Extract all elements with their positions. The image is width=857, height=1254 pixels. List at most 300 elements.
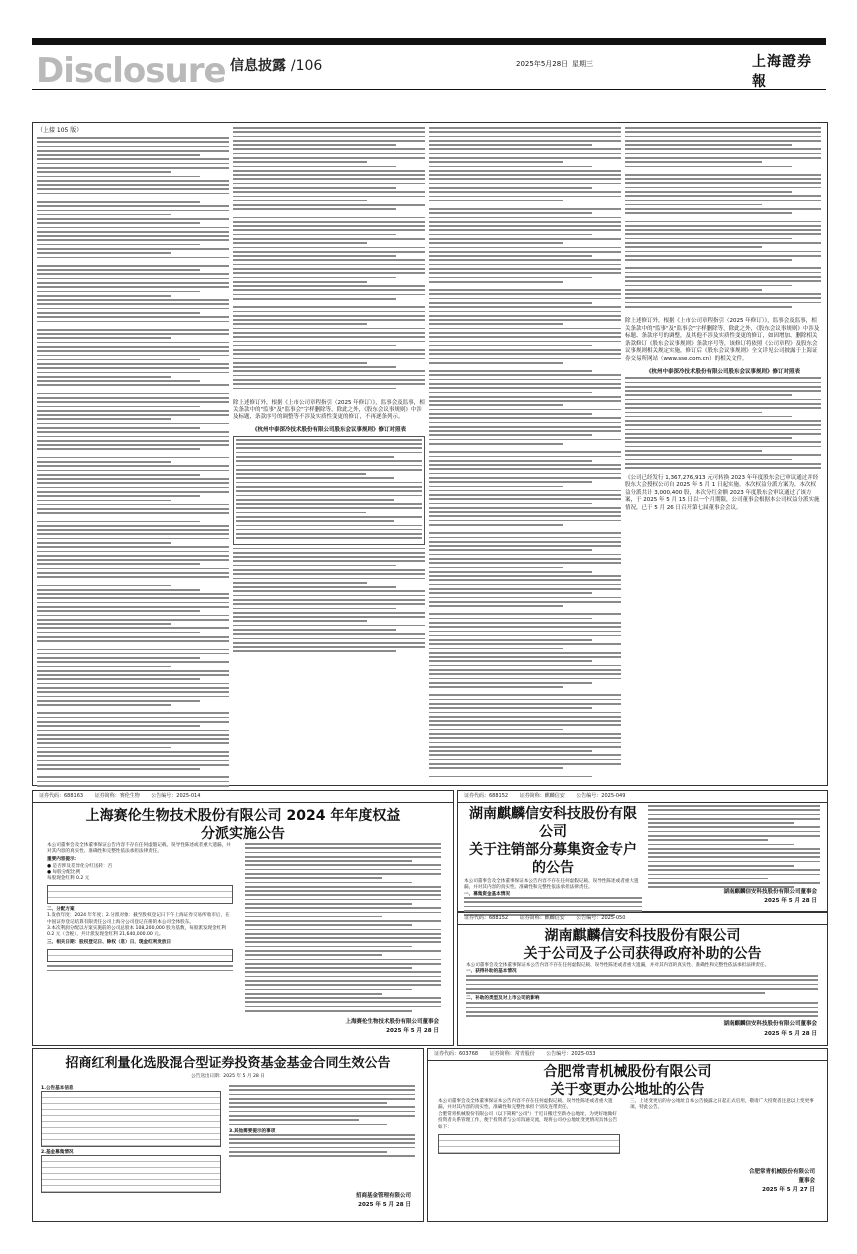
fine-print-line bbox=[429, 554, 621, 556]
fine-print-line bbox=[648, 805, 820, 807]
fine-print-line bbox=[245, 860, 412, 862]
fine-print-line bbox=[37, 265, 229, 267]
fine-print-line bbox=[233, 174, 425, 176]
fine-print-line bbox=[625, 437, 792, 439]
fine-print-line bbox=[429, 511, 621, 513]
fine-print-line bbox=[37, 602, 229, 604]
fine-print-line bbox=[245, 873, 441, 875]
fine-print-line bbox=[625, 441, 821, 443]
fine-print-line bbox=[233, 217, 425, 219]
fine-print-line bbox=[429, 413, 592, 415]
fine-print-line bbox=[233, 200, 367, 202]
fine-print-line bbox=[37, 286, 229, 288]
text-column-2 bbox=[233, 127, 425, 779]
fine-print-line bbox=[233, 294, 425, 296]
fine-print-line bbox=[37, 273, 229, 275]
fine-print-line bbox=[429, 673, 621, 675]
fine-print-line bbox=[236, 477, 394, 479]
fine-print-line bbox=[37, 440, 229, 442]
fine-print-line bbox=[37, 359, 200, 361]
stock-code: 证券代码：688163 bbox=[39, 793, 84, 799]
fine-print-line bbox=[245, 1001, 441, 1003]
table-row bbox=[439, 1147, 619, 1153]
fine-print-line bbox=[625, 267, 821, 269]
fine-print-line bbox=[648, 835, 820, 837]
fine-print-line bbox=[37, 308, 229, 310]
section-heading-1: 一、获得补助的基本情况 bbox=[466, 969, 517, 974]
fine-print-line bbox=[625, 377, 821, 379]
fine-print-line bbox=[37, 615, 229, 617]
fundraising-table bbox=[41, 1155, 221, 1193]
fine-print-line bbox=[37, 764, 229, 766]
fine-print-line bbox=[233, 255, 396, 257]
fine-print-line bbox=[245, 920, 441, 922]
fine-print-line bbox=[229, 1106, 415, 1108]
stock-code: 证券代码：688152 bbox=[464, 915, 509, 921]
fine-print-line bbox=[648, 865, 794, 867]
fine-print-line bbox=[37, 406, 200, 408]
fine-print-line bbox=[37, 521, 200, 523]
fine-print-line bbox=[236, 525, 422, 527]
fine-print-line bbox=[429, 678, 621, 680]
fine-print-line bbox=[37, 227, 229, 229]
fine-print-line bbox=[37, 346, 229, 348]
fine-print-line bbox=[625, 446, 821, 448]
intro-text: 本公司董事会及全体董事保证公告内容不存在任何虚假记载、误导性陈述或者重大遗漏，并对其内容的真实性、准确性和完整性依法承担法律责任。 bbox=[47, 843, 231, 855]
fine-print-line bbox=[429, 196, 621, 198]
fine-print-line bbox=[429, 618, 592, 620]
column2-paragraph: 除上述修订外，根据《上市公司章程指引（2025 年修订）》，监事会及监事，相关条款中的"监事"及"监事会"字样删除等，除此之外，《股东会议事规则》中涉及标题、条款序号的调整等不涉及实质性变更的修订，不再逐条列示。 bbox=[233, 399, 425, 420]
fine-print-line bbox=[429, 434, 592, 436]
fine-print-line bbox=[233, 148, 425, 150]
fine-print-line bbox=[625, 399, 821, 401]
fine-print-line bbox=[429, 481, 592, 483]
text-column-3 bbox=[429, 127, 621, 779]
fine-print-line bbox=[37, 730, 229, 732]
fine-print-line bbox=[245, 1006, 441, 1008]
fine-print-line bbox=[466, 988, 818, 990]
fine-print-line bbox=[625, 285, 792, 287]
announcement-title-line2: 关于公司及子公司获得政府补助的公告 bbox=[523, 946, 762, 962]
fine-print-line bbox=[245, 997, 441, 999]
key-points-title: 重要内容提示： bbox=[47, 857, 80, 863]
fine-print-line bbox=[429, 400, 621, 402]
fine-print-line bbox=[429, 417, 621, 419]
section-name: 信息披露 bbox=[230, 58, 286, 74]
fine-print-line bbox=[37, 649, 229, 651]
fine-print-line bbox=[429, 251, 621, 253]
announcement-number: 公告编号：2025-014 bbox=[151, 793, 201, 799]
fine-print-line bbox=[229, 1102, 387, 1104]
fine-print-line bbox=[429, 328, 621, 330]
fine-print-line bbox=[233, 578, 425, 580]
fine-print-line bbox=[245, 894, 441, 896]
fine-print-line bbox=[37, 482, 229, 484]
fine-print-line bbox=[429, 259, 621, 261]
fine-print-line bbox=[233, 204, 425, 206]
fine-print-line bbox=[37, 606, 229, 608]
fine-print-line bbox=[429, 622, 621, 624]
fine-print-line bbox=[245, 907, 441, 909]
fine-print-line bbox=[625, 467, 821, 469]
signature-company: 招商基金管理有限公司 bbox=[355, 1193, 411, 1199]
fine-print-line bbox=[37, 597, 229, 599]
fine-print-line bbox=[429, 234, 592, 236]
fine-print-line bbox=[37, 235, 229, 237]
fine-print-line bbox=[233, 277, 396, 279]
fine-print-line bbox=[648, 814, 820, 816]
fine-print-line bbox=[429, 255, 592, 257]
fine-print-line bbox=[233, 272, 425, 274]
fine-print-line bbox=[245, 843, 441, 845]
fine-print-line bbox=[429, 665, 621, 667]
fine-print-line bbox=[37, 146, 229, 148]
fine-print-line bbox=[233, 259, 425, 261]
fine-print-line bbox=[429, 264, 621, 266]
fine-print-line bbox=[233, 153, 425, 155]
fine-print-line bbox=[37, 444, 229, 446]
fine-print-line bbox=[625, 280, 821, 282]
announcement-title-line2: 关于变更办公地址的公告 bbox=[550, 1082, 705, 1098]
issue-date: 2025年5月28日 bbox=[516, 60, 569, 68]
fine-print-line bbox=[37, 725, 200, 727]
fine-print-line bbox=[229, 1151, 387, 1153]
fine-print-line bbox=[429, 336, 621, 338]
fine-print-line bbox=[429, 648, 563, 650]
fine-print-line bbox=[625, 195, 821, 197]
distribution-text: 1.发放年度：2024 年年度；2.分派对象：截至股权登记日下午上海证券交易所收市后，在中国证券登记结算有限责任公司上海分公司登记在册的本公司全体股东。 bbox=[47, 913, 230, 925]
fine-print-line bbox=[236, 452, 422, 454]
fine-print-line bbox=[625, 293, 821, 295]
fine-print-line bbox=[625, 450, 762, 452]
fine-print-line bbox=[625, 459, 792, 461]
fine-print-line bbox=[37, 423, 229, 425]
fine-print-line bbox=[429, 473, 621, 475]
fine-print-line bbox=[236, 443, 422, 445]
fine-print-line bbox=[37, 487, 229, 489]
fine-print-line bbox=[37, 154, 200, 156]
fine-print-line bbox=[429, 358, 621, 360]
left-column bbox=[41, 1085, 221, 1193]
fine-print-line bbox=[37, 436, 229, 438]
continued-label: （上接 105 版） bbox=[37, 127, 83, 134]
fine-print-line bbox=[429, 652, 621, 654]
fine-print-line bbox=[429, 571, 592, 573]
fine-print-line bbox=[37, 201, 200, 203]
page-title bbox=[230, 55, 322, 75]
fine-print-line bbox=[429, 349, 621, 351]
key-point-2: ● 每股分配比例 bbox=[47, 869, 81, 875]
fine-print-line bbox=[37, 180, 229, 182]
fine-print-line bbox=[429, 345, 592, 347]
table-1-title: 1.公告基本信息 bbox=[41, 1086, 74, 1091]
intro-text: 本公司董事会及全体董事保证本公告内容不存在任何虚假记载、误导性陈述或者重大遗漏，并对其内容的真实性、准确性和完整性依法承担法律责任。 bbox=[464, 879, 639, 890]
fine-print-line bbox=[37, 193, 229, 195]
fine-print-line bbox=[236, 482, 422, 484]
fine-print-line bbox=[625, 208, 821, 210]
fine-print-line bbox=[37, 696, 229, 698]
fine-print-line bbox=[429, 763, 621, 765]
fine-print-line bbox=[429, 238, 621, 240]
fine-print-line bbox=[429, 686, 563, 688]
stock-short-name: 证券简称：常青股份 bbox=[489, 1051, 535, 1057]
fine-print-line bbox=[236, 499, 394, 501]
fine-print-line bbox=[429, 737, 621, 739]
fine-print-line bbox=[625, 433, 821, 435]
right-column bbox=[245, 843, 441, 1014]
fine-print-line bbox=[233, 379, 425, 381]
fine-print-line bbox=[229, 1089, 415, 1091]
fine-print-line bbox=[37, 380, 200, 382]
fine-print-line bbox=[233, 650, 396, 652]
fine-print-line bbox=[464, 901, 642, 903]
fine-print-line bbox=[37, 559, 229, 561]
fine-print-line bbox=[233, 629, 396, 631]
fine-print-line bbox=[37, 384, 229, 386]
left-column bbox=[438, 1099, 620, 1154]
fine-print-line bbox=[466, 1011, 818, 1013]
fine-print-line bbox=[429, 524, 563, 526]
announcement-changqing bbox=[427, 1048, 828, 1222]
fine-print-line bbox=[233, 620, 367, 622]
fine-print-line bbox=[37, 244, 200, 246]
fine-print-line bbox=[625, 403, 821, 405]
fine-print-line bbox=[429, 716, 621, 718]
fine-print-line bbox=[37, 239, 229, 241]
fine-print-line bbox=[429, 242, 563, 244]
fine-print-line bbox=[245, 890, 441, 892]
fine-print-line bbox=[233, 144, 396, 146]
fine-print-line bbox=[37, 184, 229, 186]
fine-print-line bbox=[233, 251, 425, 253]
fine-print-line bbox=[37, 303, 229, 305]
brand-logo: Disclosure bbox=[36, 51, 226, 91]
fine-print-line bbox=[429, 707, 592, 709]
fine-print-line bbox=[37, 188, 229, 190]
fine-print-line bbox=[37, 563, 200, 565]
intro-text: 本公司董事会及全体董事保证本公告内容不存在任何虚假记载、误导性陈述或者重大遗漏，并对其内容的真实性、准确性和完整性依法承担法律责任。 bbox=[466, 963, 770, 968]
fine-print-line bbox=[429, 362, 563, 364]
fine-print-line bbox=[37, 342, 229, 344]
fine-print-line bbox=[429, 464, 621, 466]
fine-print-line bbox=[233, 281, 367, 283]
fine-print-line bbox=[236, 460, 422, 462]
fine-print-line bbox=[233, 191, 425, 193]
fine-print-line bbox=[37, 248, 229, 250]
announcement-title-line1: 湖南麒麟信安科技股份有限公司 bbox=[544, 928, 741, 944]
fine-print-line bbox=[37, 674, 229, 676]
fine-print-line bbox=[37, 210, 229, 212]
fine-print-line bbox=[625, 144, 792, 146]
fine-print-line bbox=[429, 699, 621, 701]
table-row bbox=[42, 1140, 220, 1146]
fine-print-line bbox=[236, 533, 422, 535]
fine-print-line bbox=[37, 593, 229, 595]
fine-print-line bbox=[233, 264, 425, 266]
fine-print-line bbox=[625, 302, 821, 304]
fine-print-line bbox=[229, 1147, 415, 1149]
fine-print-line bbox=[37, 329, 229, 331]
fine-print-line bbox=[37, 448, 200, 450]
fine-print-line bbox=[233, 595, 425, 597]
fine-print-line bbox=[429, 703, 621, 705]
fine-print-line bbox=[429, 759, 621, 761]
basic-info-table bbox=[41, 1091, 221, 1147]
fine-print-line bbox=[233, 221, 425, 223]
fine-print-line bbox=[429, 767, 563, 769]
fine-print-line bbox=[429, 247, 621, 249]
fine-print-line bbox=[648, 844, 794, 846]
fine-print-line bbox=[429, 660, 592, 662]
fine-print-line bbox=[37, 427, 200, 429]
fine-print-line bbox=[648, 856, 820, 858]
fine-print-line bbox=[37, 632, 200, 634]
fine-print-line bbox=[37, 572, 229, 574]
fine-print-line bbox=[233, 370, 425, 372]
fine-print-line bbox=[236, 503, 422, 505]
fine-print-line bbox=[429, 140, 621, 142]
fine-print-line bbox=[37, 282, 229, 284]
fine-print-line bbox=[236, 529, 422, 531]
fine-print-line bbox=[625, 297, 821, 299]
fine-print-line bbox=[429, 520, 621, 522]
fine-print-line bbox=[233, 349, 425, 351]
fine-print-line bbox=[245, 959, 441, 961]
fine-print-line bbox=[429, 383, 621, 385]
fine-print-line bbox=[245, 950, 441, 952]
fine-print-line bbox=[648, 826, 820, 828]
fine-print-line bbox=[429, 277, 592, 279]
fine-print-line bbox=[245, 976, 441, 978]
fine-print-line bbox=[37, 176, 200, 178]
fine-print-line bbox=[233, 268, 425, 270]
fine-print-line bbox=[233, 136, 425, 138]
fine-print-line bbox=[236, 490, 422, 492]
fine-print-line bbox=[648, 839, 768, 841]
fine-print-line bbox=[625, 161, 762, 163]
fine-print-line bbox=[229, 1142, 415, 1144]
fine-print-line bbox=[37, 299, 229, 301]
fine-print-line bbox=[429, 750, 592, 752]
fine-print-line bbox=[429, 498, 621, 500]
fine-print-line bbox=[429, 374, 621, 376]
fine-print-line bbox=[245, 984, 441, 986]
intro-text: 本公司董事会及全体董事保证本公告内容不存在任何虚假记载、误导性陈述或者重大遗漏，并对其内容的真实性、准确性和完整性承担个别及连带责任。 bbox=[438, 1099, 613, 1111]
fine-print-line bbox=[429, 584, 621, 586]
left-column bbox=[464, 805, 642, 918]
fine-print-line bbox=[37, 495, 200, 497]
fine-print-line bbox=[37, 291, 200, 293]
fine-print-line bbox=[429, 746, 621, 748]
fine-print-line bbox=[37, 781, 229, 783]
fine-print-line bbox=[37, 401, 229, 403]
fine-print-line bbox=[429, 379, 621, 381]
fine-print-line bbox=[37, 670, 229, 672]
fine-print-line bbox=[37, 533, 229, 535]
fine-print-line bbox=[625, 276, 821, 278]
fine-print-line bbox=[429, 724, 621, 726]
fine-print-line bbox=[233, 306, 425, 308]
fine-print-line bbox=[233, 170, 425, 172]
fine-print-line bbox=[625, 131, 821, 133]
right-column bbox=[229, 1085, 415, 1160]
fine-print-line bbox=[429, 733, 621, 735]
fine-print-line bbox=[37, 367, 229, 369]
signature-date: 2025 年 5 月 28 日 bbox=[764, 1031, 817, 1037]
fine-print-line bbox=[429, 656, 621, 658]
fine-print-line bbox=[233, 319, 425, 321]
fine-print-line bbox=[37, 785, 229, 787]
fine-print-line bbox=[429, 319, 621, 321]
fine-print-line bbox=[233, 383, 425, 385]
notes-heading: 3.其他需要提示的事项 bbox=[229, 1128, 276, 1134]
fine-print-line bbox=[429, 272, 621, 274]
fine-print-line bbox=[245, 924, 412, 926]
fine-print-line bbox=[625, 174, 821, 176]
fine-print-line bbox=[429, 217, 621, 219]
fine-print-line bbox=[229, 1138, 415, 1140]
fine-print-line bbox=[429, 742, 621, 744]
fine-print-line bbox=[429, 503, 592, 505]
fine-print-line bbox=[429, 157, 621, 159]
fine-print-line bbox=[429, 460, 592, 462]
fine-print-line bbox=[245, 903, 412, 905]
fine-print-line bbox=[625, 127, 821, 129]
stock-code-bar bbox=[428, 1049, 827, 1061]
fine-print-line bbox=[37, 150, 229, 152]
fine-print-line bbox=[625, 153, 821, 155]
fine-print-line bbox=[37, 734, 229, 736]
masthead-top-rule bbox=[32, 38, 826, 45]
stock-code-bar bbox=[33, 791, 453, 803]
fine-print-line bbox=[429, 229, 621, 231]
fine-print-line bbox=[625, 140, 821, 142]
left-column bbox=[47, 843, 233, 974]
fine-print-line bbox=[429, 221, 621, 223]
fine-print-line bbox=[429, 302, 592, 304]
fine-print-line bbox=[236, 495, 422, 497]
fine-print-line bbox=[233, 616, 425, 618]
fine-print-line bbox=[229, 1098, 415, 1100]
fine-print-line bbox=[37, 576, 229, 578]
fine-print-line bbox=[233, 560, 425, 562]
fine-print-line bbox=[245, 916, 382, 918]
fine-print-line bbox=[625, 272, 821, 274]
fine-print-line bbox=[229, 1085, 415, 1087]
fine-print-line bbox=[245, 877, 382, 879]
fine-print-line bbox=[429, 567, 563, 569]
fine-print-line bbox=[233, 556, 425, 558]
announcement-kylin-account bbox=[457, 790, 828, 912]
fine-print-line bbox=[37, 163, 229, 165]
body-text bbox=[466, 963, 818, 1020]
fine-print-line bbox=[245, 980, 441, 982]
fine-print-line bbox=[245, 937, 441, 939]
stock-code-bar bbox=[458, 791, 827, 803]
fine-print-line bbox=[37, 141, 229, 143]
fine-print-line bbox=[429, 311, 621, 313]
fine-print-line bbox=[648, 882, 820, 884]
fine-print-line bbox=[37, 167, 229, 169]
fine-print-line bbox=[37, 474, 200, 476]
stock-short-name: 证券简称：麒麟信安 bbox=[519, 915, 565, 921]
fine-print-line bbox=[233, 238, 425, 240]
fine-print-line bbox=[37, 171, 171, 173]
fine-print-line bbox=[245, 864, 441, 866]
fine-print-line bbox=[429, 635, 621, 637]
fine-print-line bbox=[233, 353, 425, 355]
fine-print-line bbox=[233, 633, 425, 635]
